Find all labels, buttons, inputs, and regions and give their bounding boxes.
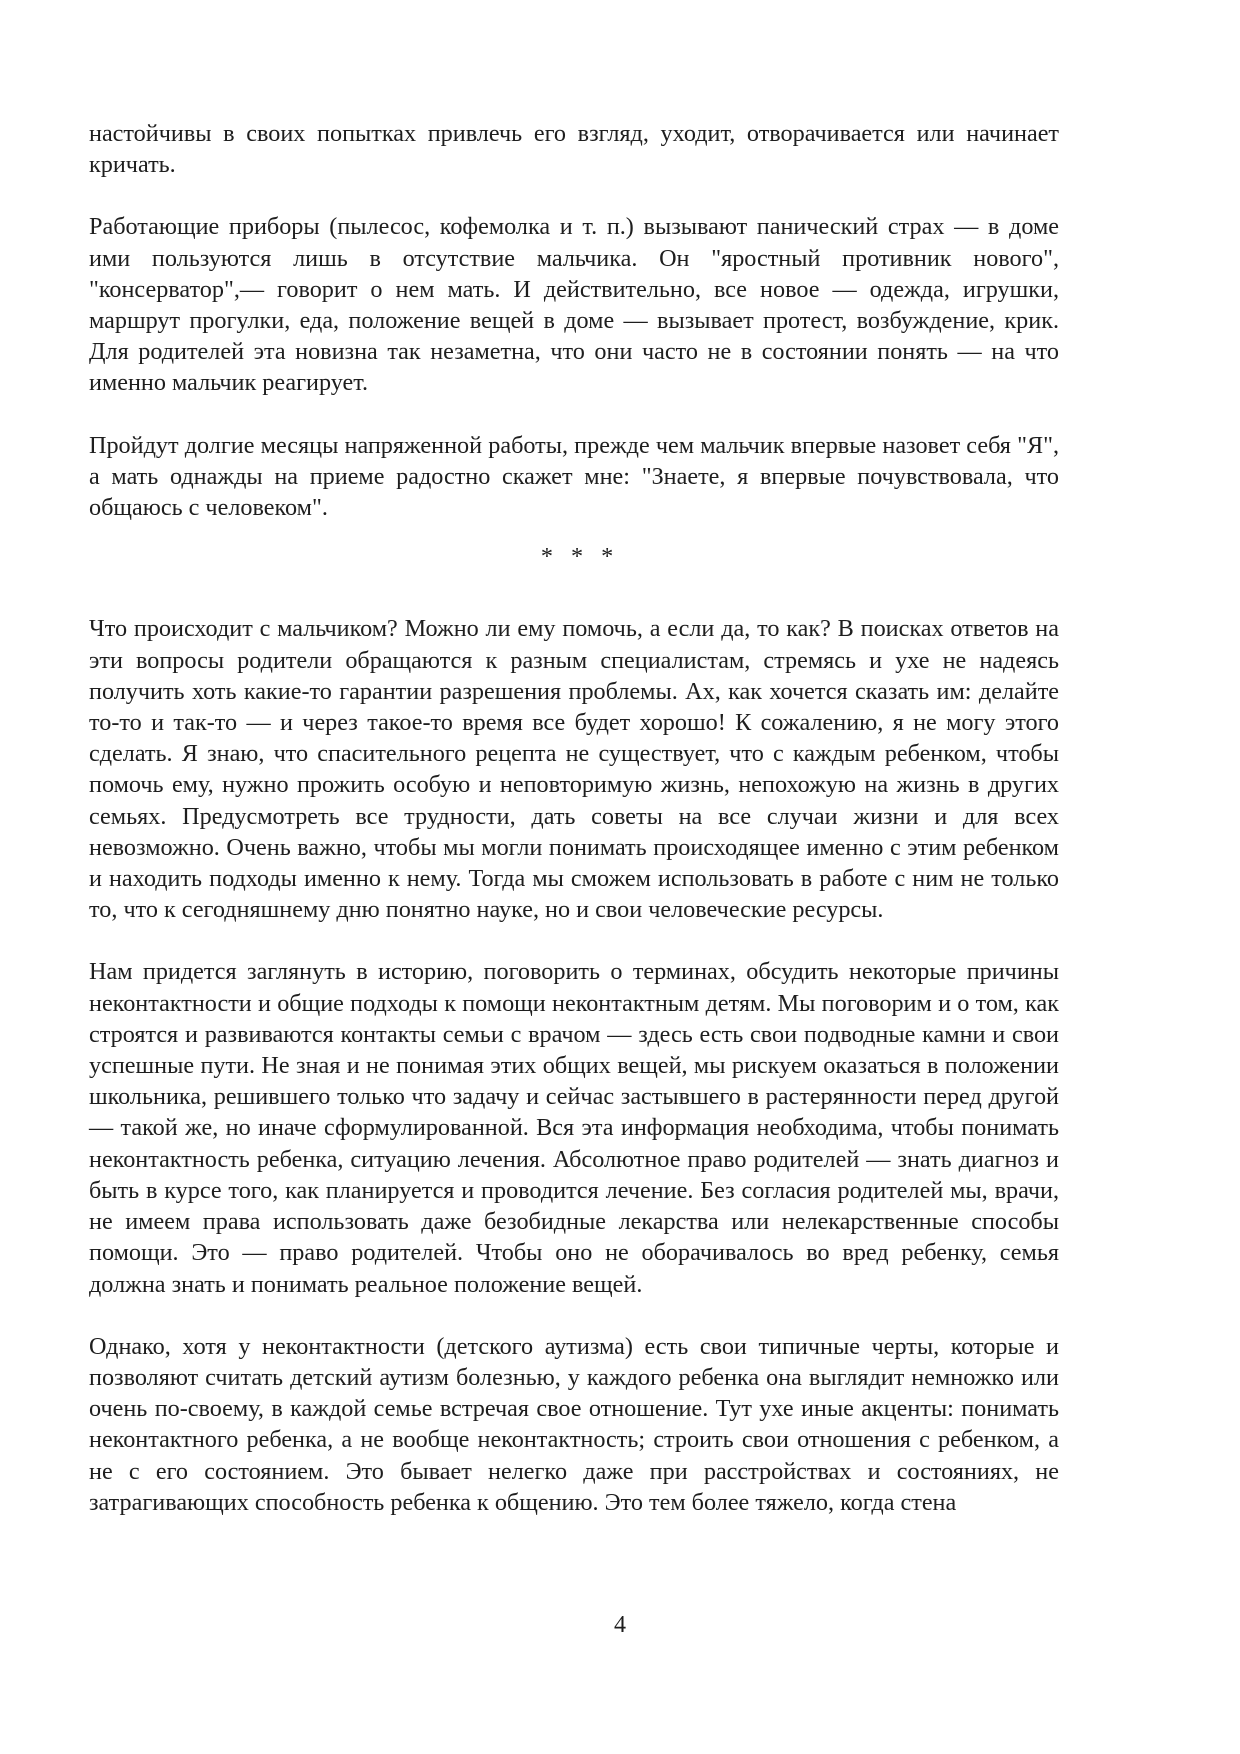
paragraph-4: Что происходит с мальчиком? Можно ли ему помочь, а если да, то как? В поисках ответов на эти вопросы родители обращаются к разным специалистам, стремясь и ухе не надеясь получить хоть какие-то гарантии разрешения проблемы. Ах, как хочется сказать им: делайте то-то и так-то — и через такое-то время все будет хорошо! К сожалению, я не могу этого сделать. Я знаю, что спасительного рецепта не существует, что с каждым ребенком, чтобы помочь ему, нужно прожить особую и неповторимую жизнь, непохожую на жизнь в других семьях. Предусмотреть все трудности, дать советы на все случаи жизни и для всех невозможно. Очень важно, чтобы мы могли понимать происходящее именно с этим ребенком и находить подходы именно к нему. Тогда мы сможем использовать в работе с ним не только то, что к сегодняшнему дню понятно науке, но и свои человеческие ресурсы. (89, 615, 1059, 924)
paragraph-3: Пройдут долгие месяцы напряженной работы, прежде чем мальчик впервые назовет себя "Я", а мать однажды на приеме радостно скажет мне: "Знаете, я впервые почувствовала, что общаюсь с человеком". (89, 431, 1059, 522)
paragraph-2: Работающие приборы (пылесос, кофемолка и т. п.) вызывают панический страх — в доме ими пользуются лишь в отсутствие мальчика. Он "яростный противник нового", "консерватор",— говорит о нем мать. И действительно, все новое — одежда, игрушки, маршрут прогулки, еда, положение вещей в доме — вызывает протест, возбуждение, крик. Для родителей эта новизна так незаметна, что они часто не в состоянии понять — на что именно мальчик реагирует. (89, 213, 1059, 397)
paragraph-5: Нам придется заглянуть в историю, поговорить о терминах, обсудить некоторые причины неконтактности и общие подходы к помощи неконтактным детям. Мы поговорим и о том, как строятся и развиваются контакты семьи с врачом — здесь есть свои подводные камни и свои успешные пути. Не зная и не понимая этих общих вещей, мы рискуем оказаться в положении школьника, решившего только что задачу и сейчас застывшего в растерянности перед другой — такой же, но иначе сформулированной. Вся эта информация необходима, чтобы понимать неконтактность ребенка, ситуацию лечения. Абсолютное право родителей — знать диагноз и быть в курсе того, как планируется и проводится лечение. Без согласия родителей мы, врачи, не имеем права использовать даже безобидные лекарства или нелекарственные способы помощи. Это — право родителей. Чтобы оно не оборачивалось во вред ребенку, семья должна знать и понимать реальное положение вещей. (89, 958, 1059, 1298)
paragraph-1: настойчивы в своих попытках привлечь его взгляд, уходит, отворачивается или начинает кричать. (89, 120, 1059, 179)
page-number: 4 (614, 1612, 626, 1638)
paragraph-6: Однако, хотя у неконтактности (детского аутизма) есть свои типичные черты, которые и позволяют считать детский аутизм болезнью, у каждого ребенка она выглядит немножко или очень по-своему, в каждой семье встречая свое отношение. Тут ухе иные акценты: понимать неконтактного ребенка, а не вообще неконтактность; строить свои отношения с ребенком, а не с его состоянием. Это бывает нелегко даже при расстройствах и состояниях, не затрагивающих способность ребенка к общению. Это тем более тяжело, когда стена (89, 1332, 1059, 1516)
page-body (89, 118, 1059, 1518)
section-separator: * * * (540, 543, 620, 571)
